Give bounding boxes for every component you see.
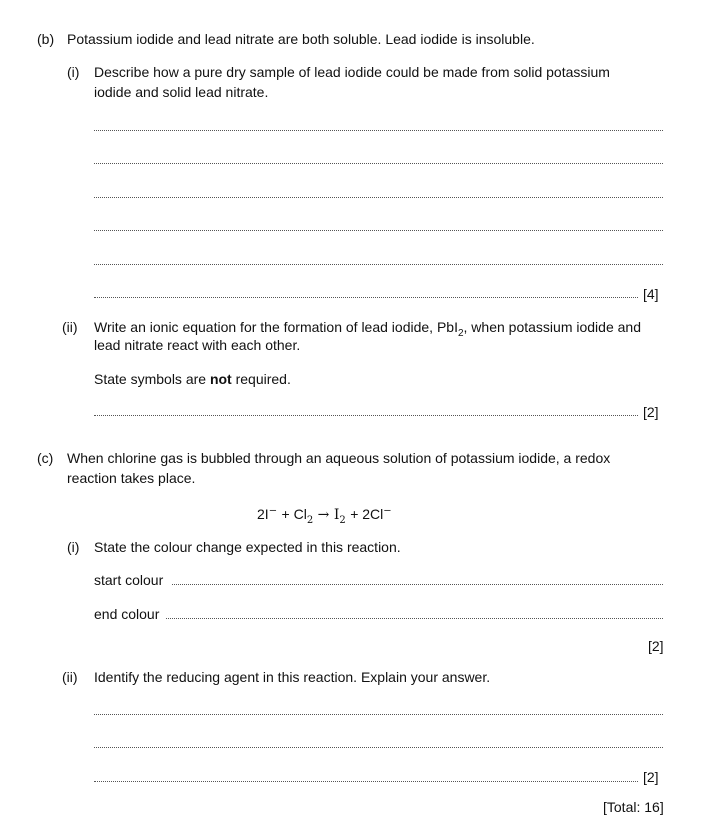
- question-b-ii-text-post: , when potassium iodide and: [463, 319, 641, 335]
- part-b-intro: Potassium iodide and lead nitrate are both soluble. Lead iodide is insoluble.: [67, 31, 535, 47]
- answer-line-c-ii-1[interactable]: [94, 714, 663, 715]
- eq-sub-3: 2: [339, 514, 346, 526]
- marks-b-i: [4]: [643, 286, 659, 302]
- start-colour-answer-line[interactable]: [172, 584, 663, 585]
- answer-line-b-i-6[interactable]: [94, 297, 638, 298]
- answer-line-b-ii[interactable]: [94, 415, 638, 416]
- eq-sup-4: −: [383, 505, 392, 517]
- part-c-text-line2: reaction takes place.: [67, 470, 196, 486]
- question-b-i-text-line1: Describe how a pure dry sample of lead iodide could be made from solid potassium: [94, 64, 610, 80]
- question-c-i-label: (i): [67, 539, 80, 555]
- eq-sup-1: −: [268, 505, 278, 517]
- question-b-ii-text-line1: [94, 318, 641, 339]
- end-colour-label: end colour: [94, 606, 160, 622]
- answer-line-b-i-5[interactable]: [94, 264, 663, 265]
- answer-line-b-i-1[interactable]: [94, 130, 663, 131]
- redox-equation: [257, 505, 392, 526]
- note-pre: State symbols are: [94, 371, 210, 387]
- answer-line-c-ii-3[interactable]: [94, 781, 638, 782]
- question-b-ii-text-pre: Write an ionic equation for the formation of lead iodide, PbI: [94, 319, 458, 335]
- part-b-label: (b): [37, 31, 55, 47]
- pbi2-subscript: 2: [457, 327, 464, 339]
- answer-line-b-i-2[interactable]: [94, 163, 663, 164]
- total-marks: [Total: 16]: [603, 799, 664, 815]
- question-b-ii-label: (ii): [62, 319, 78, 335]
- question-c-ii-label: (ii): [62, 669, 78, 685]
- question-b-ii-text-line2: lead nitrate react with each other.: [94, 337, 301, 353]
- end-colour-answer-line[interactable]: [166, 618, 663, 619]
- eq-sub-2: 2: [306, 514, 314, 526]
- note-post: required.: [231, 371, 291, 387]
- part-c-label: (c): [37, 450, 54, 466]
- question-b-i-text-line2: iodide and solid lead nitrate.: [94, 84, 269, 100]
- marks-c-ii: [2]: [643, 769, 659, 785]
- question-c-i-text: State the colour change expected in this reaction.: [94, 539, 401, 555]
- eq-term-1: 2I: [257, 506, 269, 522]
- question-b-ii-note: [94, 370, 291, 388]
- note-bold: not: [209, 371, 232, 387]
- answer-line-c-ii-2[interactable]: [94, 747, 663, 748]
- eq-term-2: + Cl: [281, 506, 307, 522]
- eq-term-3: → I: [317, 507, 340, 523]
- part-c-text-line1: When chlorine gas is bubbled through an aqueous solution of potassium iodide, a redox: [67, 450, 611, 466]
- marks-b-ii: [2]: [643, 404, 659, 420]
- answer-line-b-i-3[interactable]: [94, 197, 663, 198]
- eq-term-4: + 2Cl: [350, 506, 384, 522]
- answer-line-b-i-4[interactable]: [94, 230, 663, 231]
- start-colour-label: start colour: [94, 572, 164, 588]
- question-c-ii-text: Identify the reducing agent in this reaction. Explain your answer.: [94, 669, 491, 685]
- marks-c-i: [2]: [648, 638, 664, 654]
- question-b-i-label: (i): [67, 64, 80, 80]
